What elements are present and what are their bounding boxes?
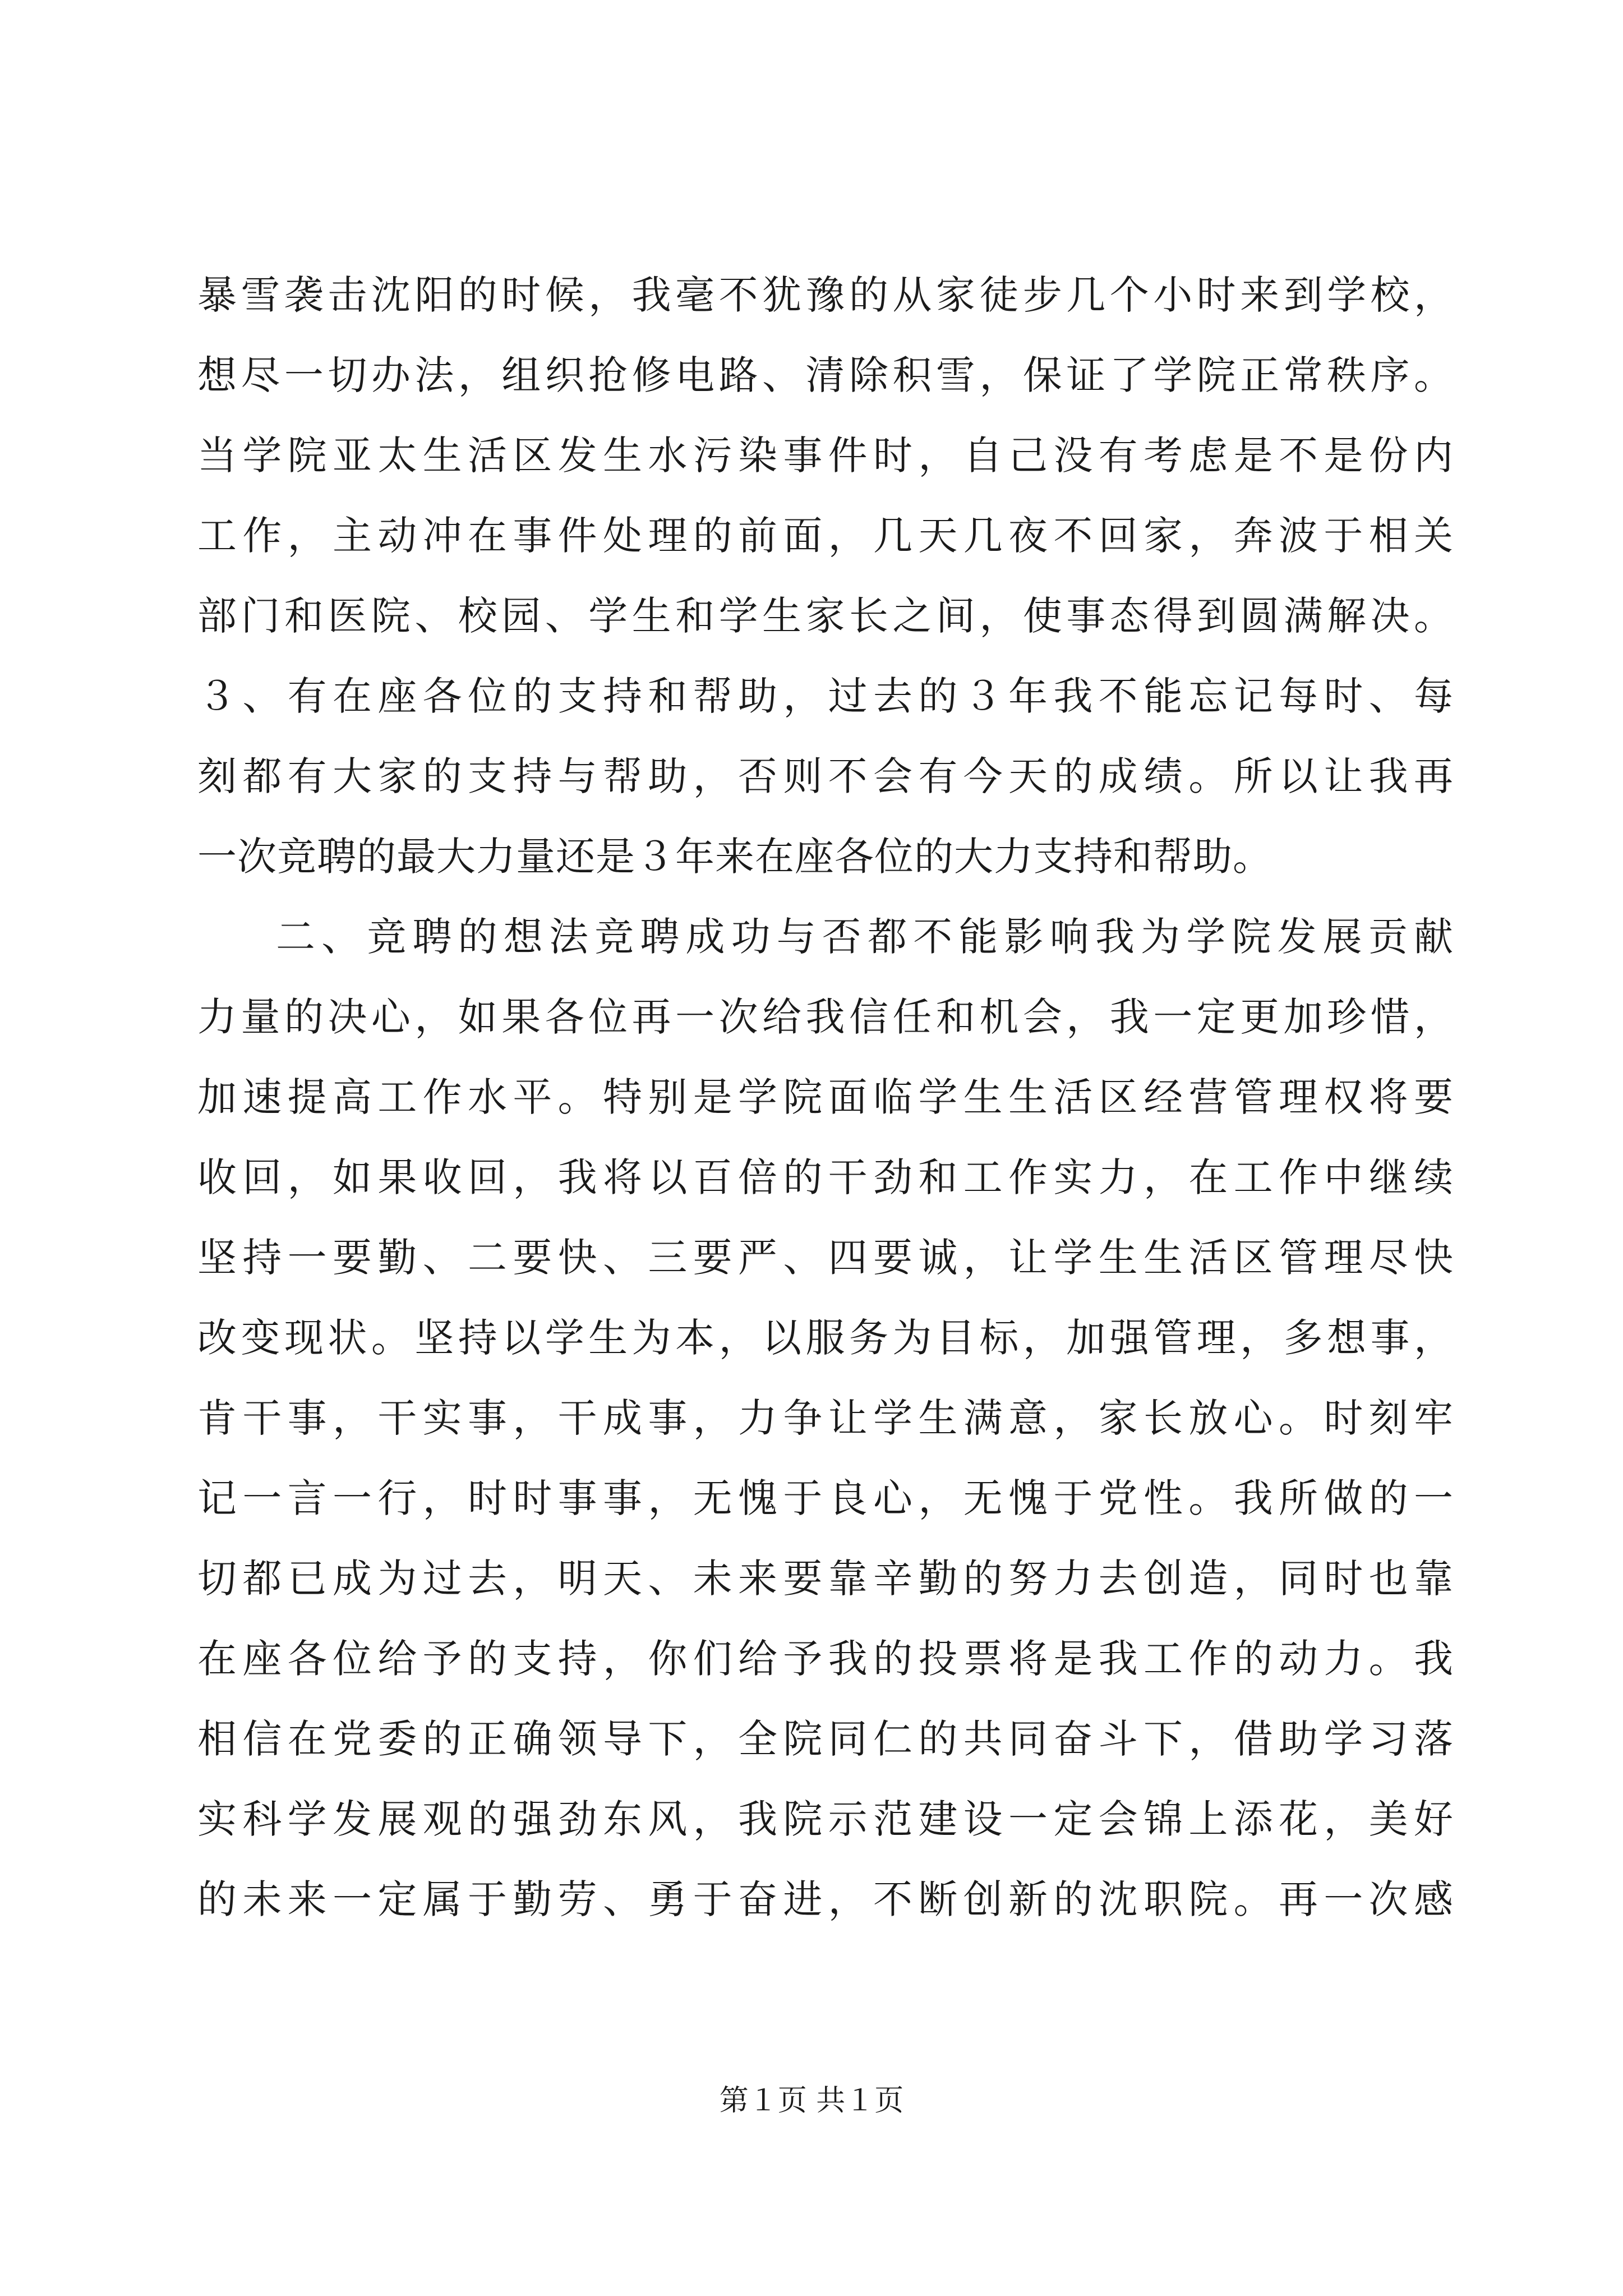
document-body (197, 255, 1454, 1940)
text-line: 想尽一切办法，组织抢修电路、清除积雪，保证了学院正常秩序。 (197, 352, 1454, 398)
text-line: 记一言一行，时时事事，无愧于良心，无愧于党性。我所做的一 (197, 1475, 1454, 1521)
page-footer: 第１页 共１页 (719, 2084, 904, 2118)
text-line: 工作，主动冲在事件处理的前面，几天几夜不回家，奔波于相关 (197, 513, 1454, 559)
text-line: 改变现状。坚持以学生为本，以服务为目标，加强管理，多想事， (197, 1315, 1454, 1361)
text-line: 实科学发展观的强劲东风，我院示范建设一定会锦上添花，美好 (197, 1796, 1454, 1842)
text-line: 当学院亚太生活区发生水污染事件时，自己没有考虑是不是份内 (197, 432, 1454, 478)
text-line: 暴雪袭击沈阳的时候，我毫不犹豫的从家徒步几个小时来到学校， (197, 272, 1454, 318)
text-line: 力量的决心，如果各位再一次给我信任和机会，我一定更加珍惜， (197, 994, 1454, 1040)
text-line: 切都已成为过去，明天、未来要靠辛勤的努力去创造，同时也靠 (197, 1556, 1454, 1602)
text-line: ３、有在座各位的支持和帮助，过去的３年我不能忘记每时、每 (197, 673, 1454, 719)
text-line: 收回，如果收回，我将以百倍的干劲和工作实力，在工作中继续 (197, 1154, 1454, 1200)
text-line-paragraph-start: 二、竞聘的想法竞聘成功与否都不能影响我为学院发展贡献 (276, 914, 1454, 960)
text-line: 加速提高工作水平。特别是学院面临学生生活区经营管理权将要 (197, 1074, 1454, 1120)
text-line: 的未来一定属于勤劳、勇于奋进，不断创新的沈职院。再一次感 (197, 1876, 1454, 1922)
text-line: 肯干事，干实事，干成事，力争让学生满意，家长放心。时刻牢 (197, 1395, 1454, 1441)
text-line: 刻都有大家的支持与帮助，否则不会有今天的成绩。所以让我再 (197, 753, 1454, 799)
text-line: 在座各位给予的支持，你们给予我的投票将是我工作的动力。我 (197, 1636, 1454, 1682)
text-line: 坚持一要勤、二要快、三要严、四要诚，让学生生活区管理尽快 (197, 1235, 1454, 1281)
text-line: 相信在党委的正确领导下，全院同仁的共同奋斗下，借助学习落 (197, 1716, 1454, 1762)
text-line: 部门和医院、校园、学生和学生家长之间，使事态得到圆满解决。 (197, 593, 1454, 639)
text-line: 一次竞聘的最大力量还是３年来在座各位的大力支持和帮助。 (197, 834, 1272, 880)
